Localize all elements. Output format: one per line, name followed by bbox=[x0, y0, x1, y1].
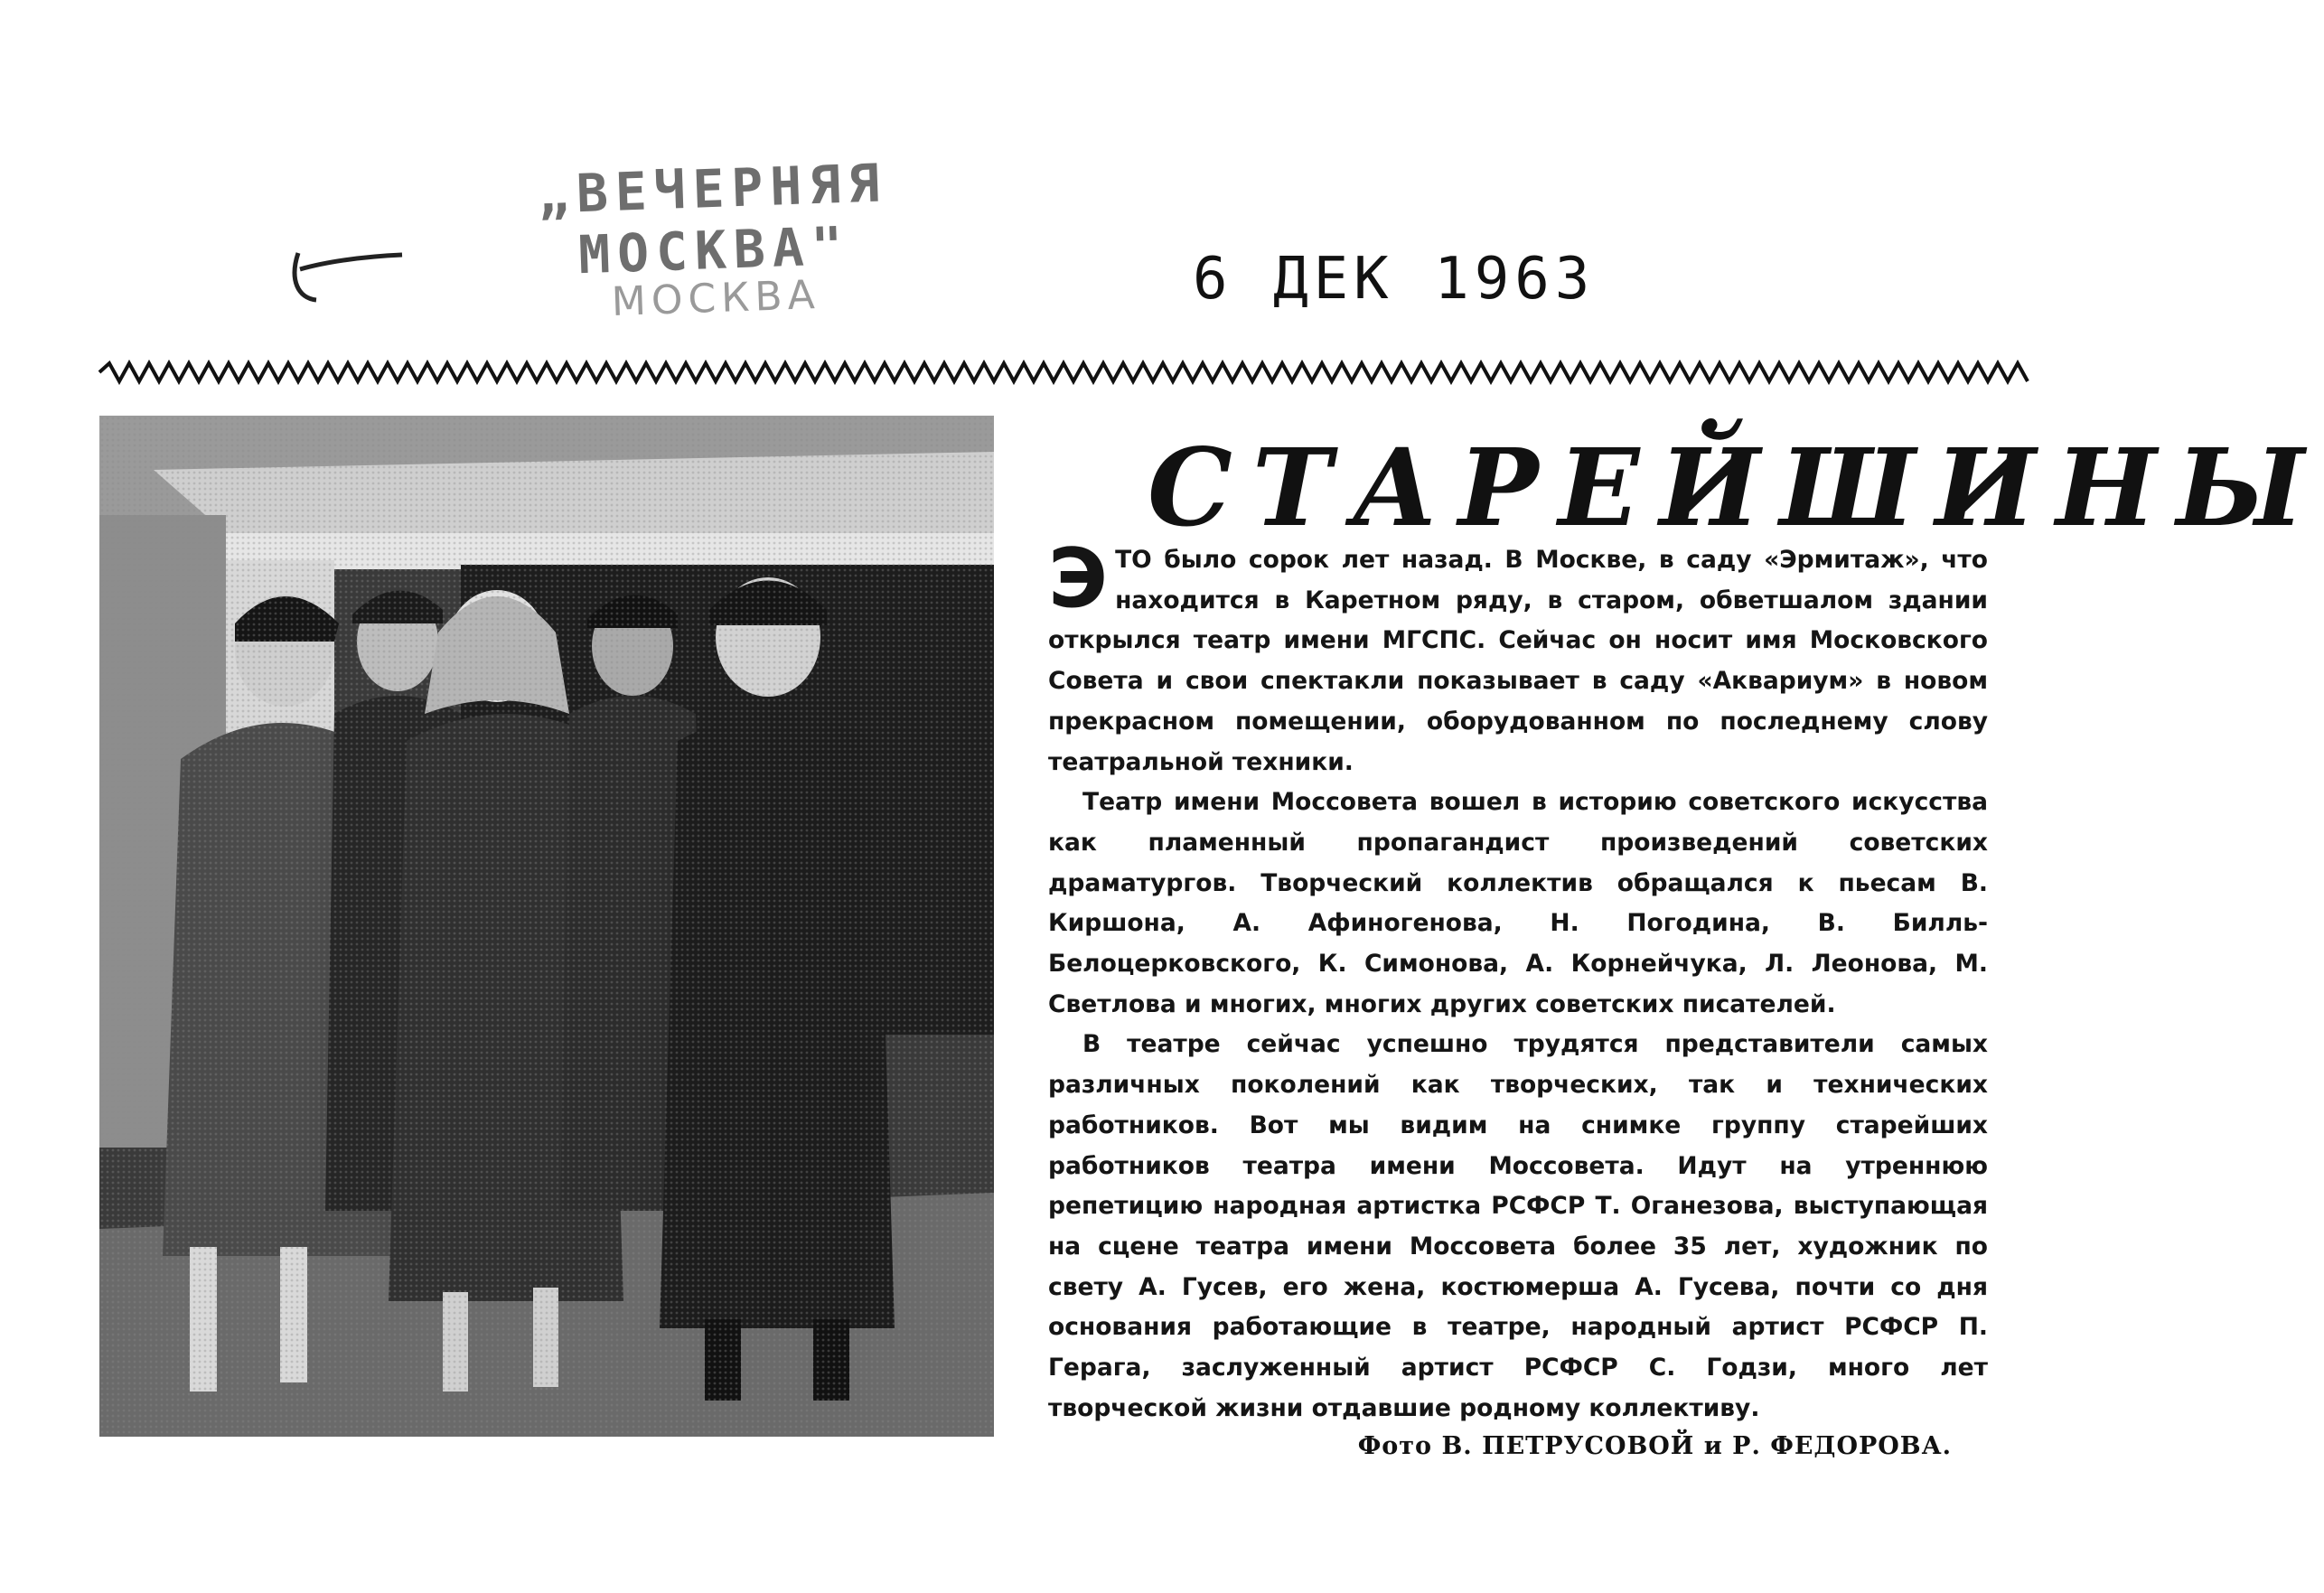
dropcap: Э bbox=[1048, 531, 1109, 626]
newspaper-stamp bbox=[386, 146, 1042, 333]
article-title: СТАРЕЙШИНЫ bbox=[1148, 425, 2324, 550]
stamp-newspaper-name: „ВЕЧЕРНЯЯ МОСКВА" bbox=[536, 152, 888, 286]
article-body bbox=[1048, 531, 1988, 1429]
stamp-city: МОСКВА bbox=[611, 271, 821, 325]
article-paragraph-2: Театр имени Моссовета вошел в историю советского искусства как пламенный пропагандист произведений советских драматургов. Творческий коллектив обращался к пьесам В. Киршона, А. Афиногенова, Н. Погодина, В. Билль-Белоцерковского, К. Симонова, А. Корнейчука, Л. Леонова, М. Светлова и многих, многих других советских писателей. bbox=[1048, 788, 1988, 1018]
article-paragraph-1: ЭТО было сорок лет назад. В Москве, в саду «Эрмитаж», что находится в Каретном ряду, в старом, обветшалом здании открылся театр имени МГСПС. Сейчас он носит имя Московского Совета и свои спектакли показывает в саду «Аквариум» в новом прекрасном помещении, оборудованном по последнему слову театральной техники. bbox=[1048, 531, 1988, 776]
photo-credit: Фото В. ПЕТРУСОВОЙ и Р. ФЕДОРОВА. bbox=[1357, 1432, 1952, 1460]
page-mark bbox=[289, 244, 407, 307]
group-photo bbox=[99, 416, 994, 1437]
date-stamp: 6 ДЕК 1963 bbox=[1193, 246, 1596, 313]
article-paragraph-3: В театре сейчас успешно трудятся представители самых различных поколений как творческих, так и технических работников. Вот мы видим на снимке группу старейших работников театра имени Моссовета. Идут на утреннюю репетицию народная артистка РСФСР Т. Оганезова, выступающая на сцене театра имени Моссовета более 35 лет, художник по свету А. Гусев, его жена, костюмерша А. Гусева, почти со дня основания работающие в театре, народный артист РСФСР П. Герага, заслуженный артист РСФСР С. Годзи, много лет творческой жизни отдавшие родному коллективу. bbox=[1048, 1030, 1988, 1422]
wavy-divider bbox=[99, 354, 2033, 390]
